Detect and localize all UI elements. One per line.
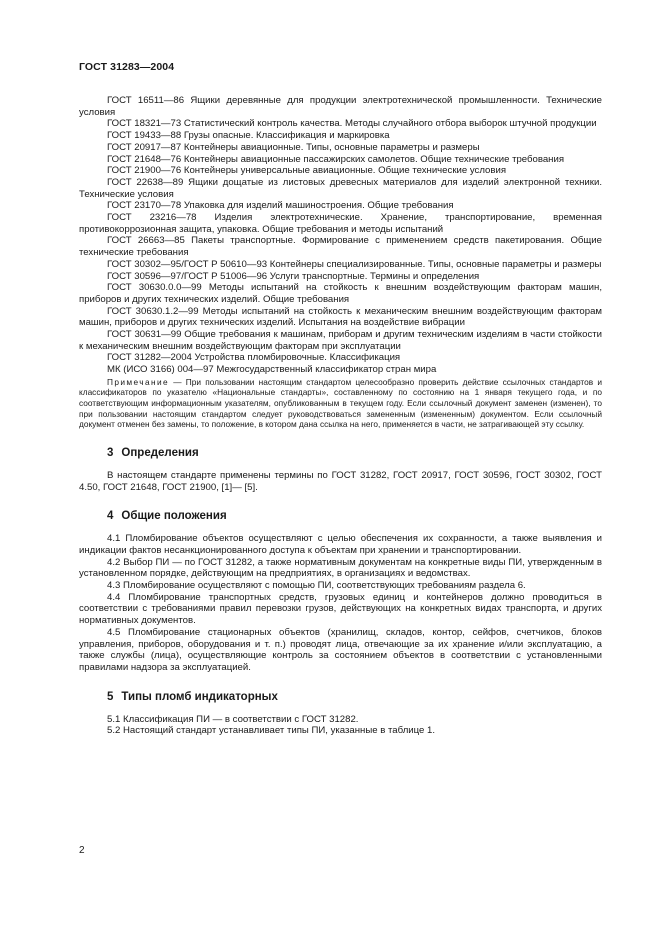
page-number: 2: [79, 845, 85, 856]
section-5-heading: [107, 691, 602, 704]
clause-4-2: 4.2 Выбор ПИ — по ГОСТ 31282, а также нормативным документам на конкретные виды ПИ, утвержденным в установленном порядке, действующим на предприятиях, в организациях и ведомствах.: [79, 556, 602, 580]
note-text: — При пользовании настоящим стандартом целесообразно проверить действие ссылочных стандартов и классификаторов по указателю «Национальные стандарты», составленному по состоянию на 1 января текущего года, и по соответствующим информационным указателям, опубликованным в текущем году. Если ссылочный документ заменен (изменен), то при пользовании настоящим стандартом следует руководствоваться замененным (измененным) документом. Если ссылочный документ отменен без замены, то положение, в котором дана ссылка на него, применяется в части, не затрагивающей эту ссылку.: [79, 376, 602, 430]
reference-item: ГОСТ 18321—73 Статистический контроль качества. Методы случайного отбора выборок штучной продукции: [107, 118, 597, 130]
reference-item: ГОСТ 20917—87 Контейнеры авиационные. Типы, основные параметры и размеры: [107, 141, 480, 153]
section-5-title: Типы пломб индикаторных: [121, 690, 278, 703]
references-note: [79, 377, 602, 430]
section-3-heading: [107, 447, 602, 460]
reference-item: ГОСТ 16511—86 Ящики деревянные для продукции электротехнической промышленности. Технические условия: [79, 95, 602, 118]
reference-item: ГОСТ 22638—89 Ящики дощатые из листовых древесных материалов для изделий электронной техники. Технические условия: [79, 176, 602, 200]
section-4-title: Общие положения: [121, 510, 227, 523]
section-3-paragraph: В настоящем стандарте применены термины по ГОСТ 31282, ГОСТ 20917, ГОСТ 30596, ГОСТ 30302, ГОСТ 4.50, ГОСТ 21648, ГОСТ 21900, [1]— [5].: [79, 469, 602, 493]
reference-item: ГОСТ 30596—97/ГОСТ Р 51006—96 Услуги транспортные. Термины и определения: [107, 270, 480, 282]
section-3-body: [79, 470, 602, 493]
reference-item: ГОСТ 30630.1.2—99 Методы испытаний на стойкость к механическим внешним воздействующим факторам машин, приборов и других технических изделий. Испытания на воздействие вибрации: [79, 305, 602, 329]
section-4-number: 4: [107, 510, 114, 523]
section-4-heading: [107, 510, 602, 523]
reference-item: ГОСТ 21900—76 Контейнеры универсальные авиационные. Общие технические условия: [107, 165, 507, 177]
note-label: Примечание: [107, 376, 170, 387]
clause-5-1: 5.1 Классификация ПИ — в соответствии с ГОСТ 31282.: [107, 713, 359, 725]
reference-item: ГОСТ 21648—76 Контейнеры авиационные пассажирских самолетов. Общие технические требования: [107, 153, 565, 165]
section-3-title: Определения: [121, 446, 199, 459]
clause-4-5: 4.5 Пломбирование стационарных объектов (хранилищ, складов, контор, сейфов, счетчиков, блоков управления, приборов, оборудования и т. п.) проводят лица, отвечающие за их хранение и/или эксплуатацию, а также службы (лица), осуществляющие контроль за состоянием объектов в соответствии с установленными правилами надзора за эксплуатацией.: [79, 626, 602, 673]
reference-item: ГОСТ 26663—85 Пакеты транспортные. Формирование с применением средств пакетирования. Общие технические требования: [79, 235, 602, 259]
section-5-number: 5: [107, 690, 114, 703]
reference-item: ГОСТ 23170—78 Упаковка для изделий машиностроения. Общие требования: [107, 200, 454, 212]
clause-4-4: 4.4 Пломбирование транспортных средств, грузовых единиц и контейнеров должно проводиться в соответствии с требованиями правил перевозки грузов, действующих на конкретных видах транспорта, и других нормативных документов.: [79, 591, 602, 627]
reference-item: ГОСТ 30302—95/ГОСТ Р 50610—93 Контейнеры специализированные. Типы, основные параметры и размеры: [107, 258, 602, 270]
section-5-body: [79, 714, 602, 737]
reference-item: ГОСТ 19433—88 Грузы опасные. Классификация и маркировка: [107, 130, 390, 142]
reference-item: ГОСТ 31282—2004 Устройства пломбировочные. Классификация: [107, 352, 401, 364]
document-content: [79, 95, 602, 737]
document-header: ГОСТ 31283—2004: [79, 61, 175, 73]
normative-references-list: [79, 95, 602, 376]
section-3-number: 3: [107, 446, 114, 459]
reference-item: МК (ИСО 3166) 004—97 Межгосударственный классификатор стран мира: [107, 364, 437, 376]
reference-item: ГОСТ 30631—99 Общие требования к машинам, приборам и другим техническим изделиям в части стойкости к механическим внешним воздействующим факторам при эксплуатации: [79, 329, 602, 352]
clause-4-1: 4.1 Пломбирование объектов осуществляют с целью обеспечения их сохранности, а также выявления и индикации фактов несанкционированного доступа к объектам при хранении и транспортировании.: [79, 533, 602, 556]
section-4-body: [79, 533, 602, 673]
clause-4-3: 4.3 Пломбирование осуществляют с помощью ПИ, соответствующих требованиям раздела 6.: [107, 580, 526, 592]
reference-item: ГОСТ 23216—78 Изделия электротехнические. Хранение, транспортирование, временная противокоррозионная защита, упаковка. Общие требования и методы испытаний: [79, 212, 602, 235]
reference-item: ГОСТ 30630.0.0—99 Методы испытаний на стойкость к внешним воздействующим факторам машин, приборов и других технических изделий. Общие требования: [79, 282, 602, 305]
clause-5-2: 5.2 Настоящий стандарт устанавливает типы ПИ, указанные в таблице 1.: [107, 725, 436, 737]
